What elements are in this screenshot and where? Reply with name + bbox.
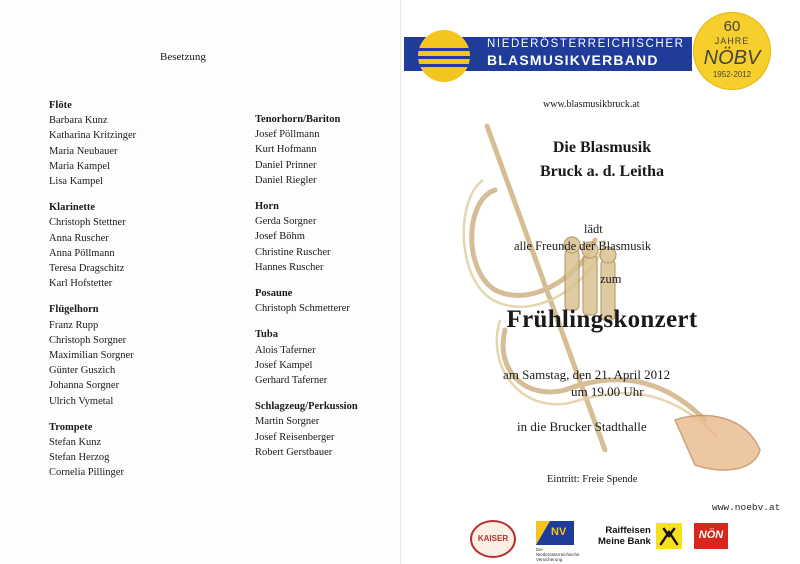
player-name: Anna Pöllmann xyxy=(49,247,115,259)
raiffeisen-logo-text xyxy=(598,525,651,547)
player-name: Johanna Sorgner xyxy=(49,380,120,392)
instrument-title: Schlagzeug/Perkussion xyxy=(255,401,358,413)
invite-text-3: zum xyxy=(600,272,622,286)
player-name: Cornelia Pillinger xyxy=(49,467,124,479)
player-name: Christoph Sorgner xyxy=(49,334,127,346)
noen-logo xyxy=(694,523,728,549)
player-name: Barbara Kunz xyxy=(49,115,108,127)
player-name: Christine Ruscher xyxy=(255,246,331,258)
player-name: Karl Hofstetter xyxy=(49,278,113,290)
player-name: Franz Rupp xyxy=(49,319,99,331)
player-name: Josef Pöllmann xyxy=(255,129,320,141)
association-logo-disc xyxy=(418,30,470,82)
player-name: Robert Gerstbauer xyxy=(255,446,333,458)
lineup-column-left xyxy=(49,98,136,492)
player-name: Martin Sorgner xyxy=(255,416,320,428)
concert-title: Frühlingskonzert xyxy=(506,306,698,333)
association-name-line2: BLASMUSIKVERBAND xyxy=(487,52,659,68)
band-name-line1: Die Blasmusik xyxy=(552,139,652,156)
association-name-line1: NIEDERÖSTERREICHISCHER xyxy=(487,38,685,50)
nv-logo-text: NV xyxy=(551,526,567,538)
section-floete xyxy=(49,98,136,189)
instrument-title: Klarinette xyxy=(49,202,96,214)
band-name-line2: Bruck a. d. Leitha xyxy=(539,163,664,180)
player-name: Daniel Riegler xyxy=(255,174,317,186)
admission-info: Eintritt: Freie Spende xyxy=(547,474,638,485)
concert-time: um 19.00 Uhr xyxy=(571,384,644,399)
player-name: Christoph Schmetterer xyxy=(255,303,350,315)
invite-text-2: alle Freunde der Blasmusik xyxy=(514,239,652,253)
player-name: Maria Kampel xyxy=(49,160,110,172)
instrument-title: Flügelhorn xyxy=(49,304,99,316)
player-name: Gerhard Taferner xyxy=(255,375,328,387)
section-posaune xyxy=(255,286,358,316)
badge-years: 1952-2012 xyxy=(712,70,752,79)
player-name: Teresa Dragschitz xyxy=(49,263,125,275)
lineup-panel xyxy=(0,0,398,564)
player-name: Ulrich Vymetal xyxy=(49,395,114,407)
section-klarinette xyxy=(49,200,136,291)
section-horn xyxy=(255,199,358,275)
instrument-title: Horn xyxy=(255,201,279,213)
player-name: Daniel Prinner xyxy=(255,159,317,171)
player-name: Alois Taferner xyxy=(255,344,316,356)
section-fluegelhorn xyxy=(49,302,136,408)
section-trompete xyxy=(49,420,136,481)
band-website[interactable]: www.blasmusikbruck.at xyxy=(543,99,640,110)
invite-text-1: lädt xyxy=(584,222,603,236)
raiffeisen-gable-icon xyxy=(656,523,682,549)
player-name: Hannes Ruscher xyxy=(255,261,324,273)
instrument-title: Trompete xyxy=(49,421,93,433)
player-name: Gerda Sorgner xyxy=(255,216,317,228)
concert-date: am Samstag, den 21. April 2012 xyxy=(503,367,671,382)
raiffeisen-slogan: Meine Bank xyxy=(598,536,651,547)
player-name: Anna Ruscher xyxy=(49,232,109,244)
player-name: Katharina Kritzinger xyxy=(49,130,137,142)
raiffeisen-name: Raiffeisen xyxy=(605,525,651,536)
badge-abbreviation: NÖBV xyxy=(703,47,761,69)
player-name: Christoph Stettner xyxy=(49,217,126,229)
anniversary-badge xyxy=(693,12,771,90)
player-name: Kurt Hofmann xyxy=(255,144,317,156)
player-name: Stefan Kunz xyxy=(49,437,102,449)
instrument-title: Posaune xyxy=(255,288,293,300)
lineup-title: Besetzung xyxy=(160,51,206,63)
section-tenorhorn xyxy=(255,112,358,188)
badge-word: JAHRE xyxy=(714,36,750,46)
instrument-title: Tuba xyxy=(255,329,278,341)
badge-number: 60 xyxy=(723,18,741,35)
kaiser-logo xyxy=(470,520,516,558)
player-name: Josef Reisenberger xyxy=(255,431,335,443)
sponsor-logos xyxy=(470,518,790,562)
instrument-title: Tenorhorn/Bariton xyxy=(255,114,341,125)
player-name: Maria Neubauer xyxy=(49,145,118,157)
player-name: Günter Guszich xyxy=(49,365,116,377)
noen-logo-text: NÖN xyxy=(698,529,724,541)
section-tuba xyxy=(255,327,358,388)
player-name: Stefan Herzog xyxy=(49,452,110,464)
nv-logo-subtitle: Die Niederösterreichische Versicherung xyxy=(536,547,580,562)
association-website[interactable]: www.noebv.at xyxy=(712,502,781,513)
player-name: Lisa Kampel xyxy=(49,176,103,188)
section-schlagzeug xyxy=(255,399,358,460)
player-name: Maximilian Sorgner xyxy=(49,350,134,362)
concert-venue: in die Brucker Stadthalle xyxy=(517,419,647,434)
lineup-column-right xyxy=(255,112,358,471)
player-name: Josef Böhm xyxy=(255,231,305,243)
kaiser-logo-text: KAISER xyxy=(477,534,509,543)
player-name: Josef Kampel xyxy=(255,359,313,371)
instrument-title: Flöte xyxy=(49,100,72,111)
nv-logo xyxy=(536,521,574,545)
